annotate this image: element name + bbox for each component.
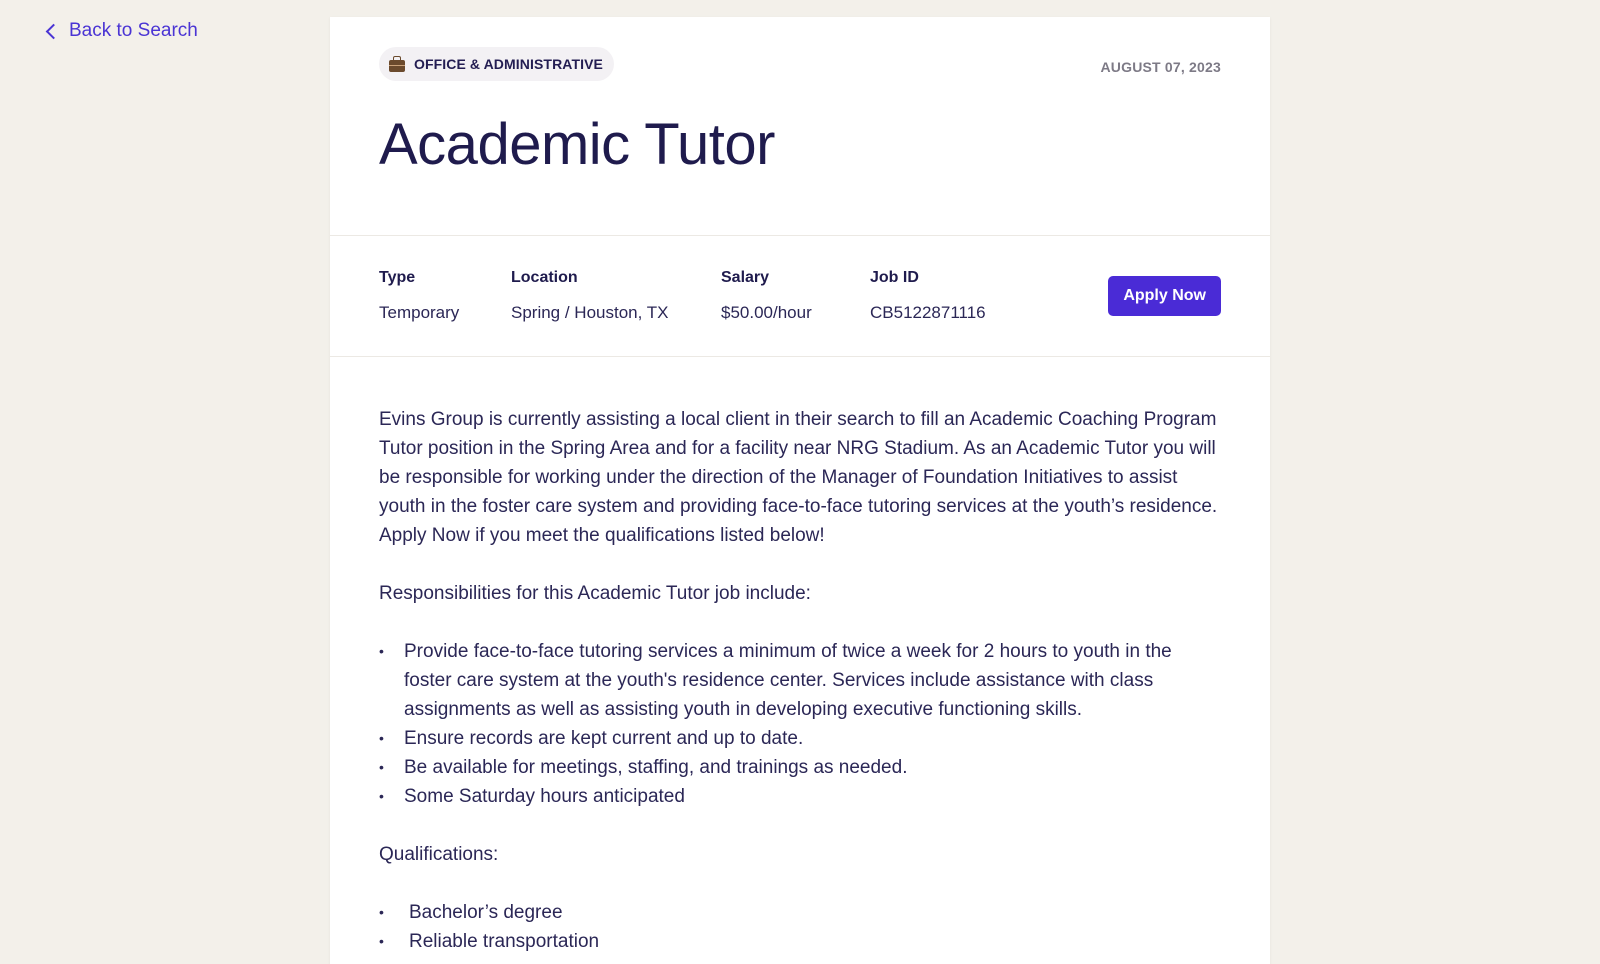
job-header <box>330 17 1270 236</box>
responsibilities-list <box>379 637 1221 811</box>
back-to-search-link[interactable] <box>44 20 198 42</box>
meta-salary-label: Salary <box>721 269 770 286</box>
apply-now-button[interactable]: Apply Now <box>1108 276 1221 316</box>
qualifications-list <box>379 898 1221 956</box>
meta-type-label: Type <box>379 269 416 286</box>
meta-salary-value: $50.00/hour <box>721 303 812 322</box>
list-item: • Bachelor’s degree <box>379 898 1221 927</box>
posted-date: AUGUST 07, 2023 <box>1100 59 1221 75</box>
meta-type <box>379 269 459 323</box>
meta-type-value: Temporary <box>379 303 460 322</box>
chevron-left-icon <box>46 23 62 39</box>
briefcase-icon <box>389 60 405 72</box>
category-label: OFFICE & ADMINISTRATIVE <box>414 56 603 72</box>
meta-job-id-value: CB5122871116 <box>870 303 986 322</box>
list-item: • Reliable transportation <box>379 927 1221 956</box>
category-badge <box>379 47 614 81</box>
meta-location-label: Location <box>511 269 578 286</box>
job-title: Academic Tutor <box>379 112 775 177</box>
list-item: • Be available for meetings, staffing, and trainings as needed. <box>379 753 1221 782</box>
job-meta-row <box>330 236 1270 357</box>
back-to-search-label: Back to Search <box>69 20 198 41</box>
meta-location <box>511 269 669 323</box>
meta-job-id-label: Job ID <box>870 269 919 286</box>
responsibilities-heading: Responsibilities for this Academic Tutor job include: <box>379 583 811 604</box>
qualifications-heading: Qualifications: <box>379 844 499 865</box>
job-description <box>330 357 1270 956</box>
description-paragraph: Evins Group is currently assisting a local client in their search to fill an Academic Coaching Program Tutor position in the Spring Area and for a facility near NRG Stadium. As an Academic Tutor you will be responsible for working under the direction of the Manager of Foundation Initiatives to assist youth in the foster care system and providing face-to-face tutoring services at the youth’s residence. Apply Now if you meet the qualifications listed below! <box>379 409 1218 546</box>
meta-location-value: Spring / Houston, TX <box>511 303 669 322</box>
list-item: • Some Saturday hours anticipated <box>379 782 1221 811</box>
meta-salary <box>721 269 812 323</box>
list-item: • Provide face-to-face tutoring services a minimum of twice a week for 2 hours to youth in the foster care system at the youth's residence center. Services include assistance with class assignments as well as assisting youth in developing executive functioning skills. <box>379 637 1221 724</box>
list-item: • Ensure records are kept current and up to date. <box>379 724 1221 753</box>
meta-job-id <box>870 269 986 323</box>
job-card <box>330 17 1270 964</box>
